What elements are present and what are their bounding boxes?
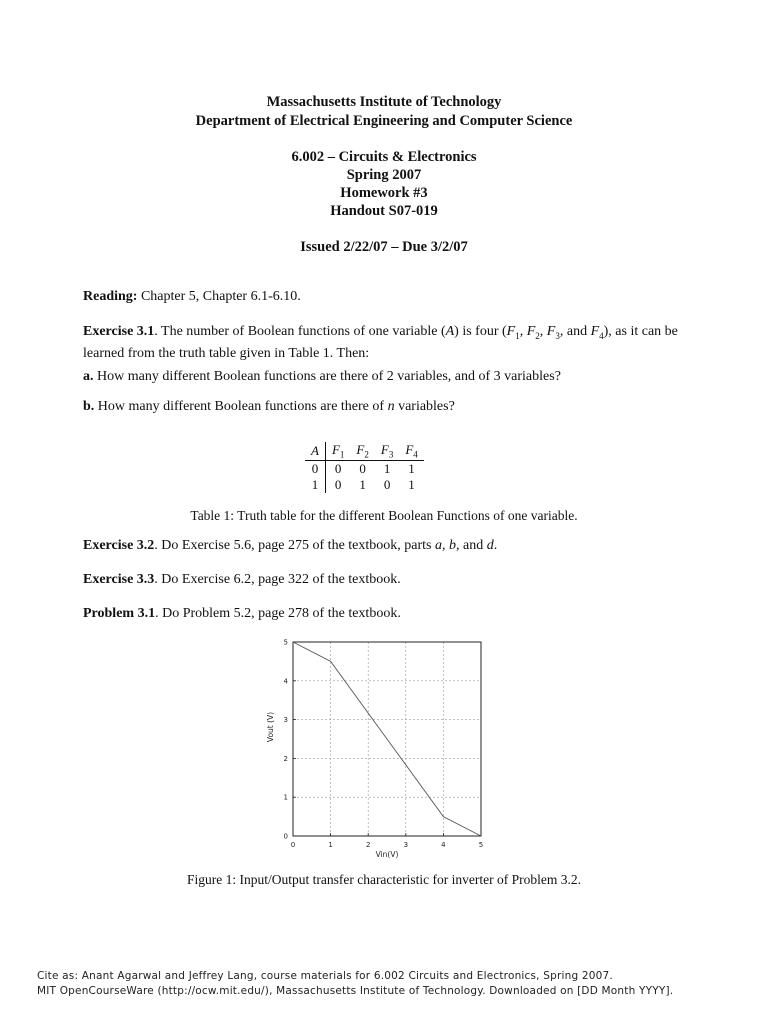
separator: , and	[456, 538, 487, 553]
table-cell: 0	[383, 476, 391, 492]
y-tick-label: 0	[283, 832, 288, 841]
term: Spring 2007	[346, 167, 422, 183]
problem-3-1-paragraph	[83, 605, 693, 623]
y-tick-label: 4	[283, 677, 288, 686]
truth-table	[305, 442, 424, 493]
reading-paragraph	[83, 288, 693, 306]
part-b-text: How many different Boolean functions are there of	[94, 399, 388, 414]
table-row	[305, 460, 424, 477]
part-b-ref: b	[449, 538, 456, 553]
x-tick-label: 2	[365, 841, 371, 849]
function-f2: $F_2$	[526, 324, 540, 341]
variable-a: A	[445, 324, 455, 339]
part-b-text: variables?	[394, 399, 455, 414]
x-tick-label: 0	[290, 841, 296, 849]
transfer-curve-line	[293, 642, 481, 836]
part-d-ref: d	[486, 538, 494, 553]
function-f4: $F_4$	[590, 324, 604, 341]
part-b-paragraph	[83, 398, 693, 416]
table-cell: 1	[383, 460, 391, 476]
y-tick-label: 1	[283, 793, 288, 802]
table-cell: 1	[359, 476, 366, 492]
exercise-3-1-text: . The number of Boolean functions of one variable (	[154, 324, 446, 339]
part-a-ref: a	[435, 538, 442, 553]
exercise-3-1-text: ), as it can be learned from the truth table given in Table 1. Then:	[83, 324, 678, 361]
exercise-3-2-label: Exercise 3.2	[83, 538, 155, 553]
dates: Issued 2/22/07 – Due 3/2/07	[300, 239, 468, 255]
part-a-paragraph	[83, 368, 693, 386]
exercise-3-1-text: ) is four (	[454, 324, 507, 339]
x-axis-label: Vin(V)	[375, 850, 399, 859]
table-row	[305, 477, 424, 493]
part-a-label: a.	[83, 369, 94, 384]
table-cell: 1	[408, 460, 415, 476]
truth-table-header-row	[305, 442, 424, 460]
exercise-3-2-paragraph	[83, 537, 693, 555]
exercise-3-3-paragraph	[83, 571, 693, 589]
separator: ,	[539, 324, 547, 339]
citation-line-1: Cite as: Anant Agarwal and Jeffrey Lang, course materials for 6.002 Circuits and Electronics, Spring 2007.	[37, 970, 613, 982]
table-caption: Table 1: Truth table for the different Boolean Functions of one variable.	[190, 508, 578, 523]
problem-3-1-text: . Do Problem 5.2, page 278 of the textbook.	[155, 606, 401, 621]
table-cell: 1	[305, 477, 325, 493]
part-a-text: How many different Boolean functions are there of 2 variables, and of 3 variables?	[93, 369, 561, 384]
table-cell: 0	[305, 460, 325, 477]
department-title: Department of Electrical Engineering and Computer Science	[195, 113, 573, 129]
separator: , and	[559, 324, 591, 339]
reading-label: Reading:	[83, 289, 138, 304]
header-cell: $F_4$	[399, 442, 423, 460]
exercise-3-3-text: . Do Exercise 6.2, page 322 of the textbook.	[154, 572, 401, 587]
x-tick-label: 4	[441, 841, 446, 849]
table-cell: 1	[408, 476, 415, 492]
x-tick-label: 5	[478, 841, 484, 849]
figure-caption: Figure 1: Input/Output transfer characteristic for inverter of Problem 3.2.	[186, 872, 581, 887]
exercise-3-1-paragraph	[83, 323, 693, 363]
variable-n: n	[387, 399, 395, 414]
transfer-characteristic-chart	[250, 632, 500, 868]
separator: ,	[442, 538, 449, 553]
problem-3-1-label: Problem 3.1	[83, 606, 156, 621]
period: .	[493, 538, 498, 553]
y-axis-label: Vout (V)	[266, 711, 275, 743]
citation-line-2: MIT OpenCourseWare (http://ocw.mit.edu/), Massachusetts Institute of Technology. Downloaded on [DD Month YYYY].	[37, 985, 674, 997]
table-cell: 0	[334, 476, 342, 492]
exercise-3-2-text: . Do Exercise 5.6, page 275 of the textbook, parts	[154, 538, 435, 553]
table-cell: 0	[334, 460, 342, 476]
table-cell: 0	[359, 460, 366, 476]
x-tick-label: 1	[328, 841, 333, 849]
header-cell: A	[305, 442, 325, 460]
header-cell: $F_2$	[350, 442, 374, 460]
header-cell: $F_1$	[325, 442, 350, 460]
institution-title: Massachusetts Institute of Technology	[266, 94, 502, 110]
course-title: 6.002 – Circuits & Electronics	[291, 149, 477, 165]
y-tick-label: 2	[283, 754, 288, 763]
handout-number: Handout S07-019	[330, 203, 438, 219]
y-tick-label: 3	[283, 716, 288, 725]
truth-table-wrapper	[305, 442, 424, 493]
x-tick-label: 3	[403, 841, 409, 849]
separator: ,	[519, 324, 527, 339]
function-f3: $F_3$	[546, 324, 560, 341]
header-cell: $F_3$	[375, 442, 399, 460]
function-f1: $F_1$	[506, 324, 520, 341]
reading-text: Chapter 5, Chapter 6.1-6.10.	[137, 289, 301, 304]
homework-number: Homework #3	[340, 185, 428, 201]
part-b-label: b.	[83, 399, 95, 414]
exercise-3-1-label: Exercise 3.1	[83, 324, 155, 339]
exercise-3-3-label: Exercise 3.3	[83, 572, 155, 587]
y-tick-label: 5	[283, 638, 288, 647]
